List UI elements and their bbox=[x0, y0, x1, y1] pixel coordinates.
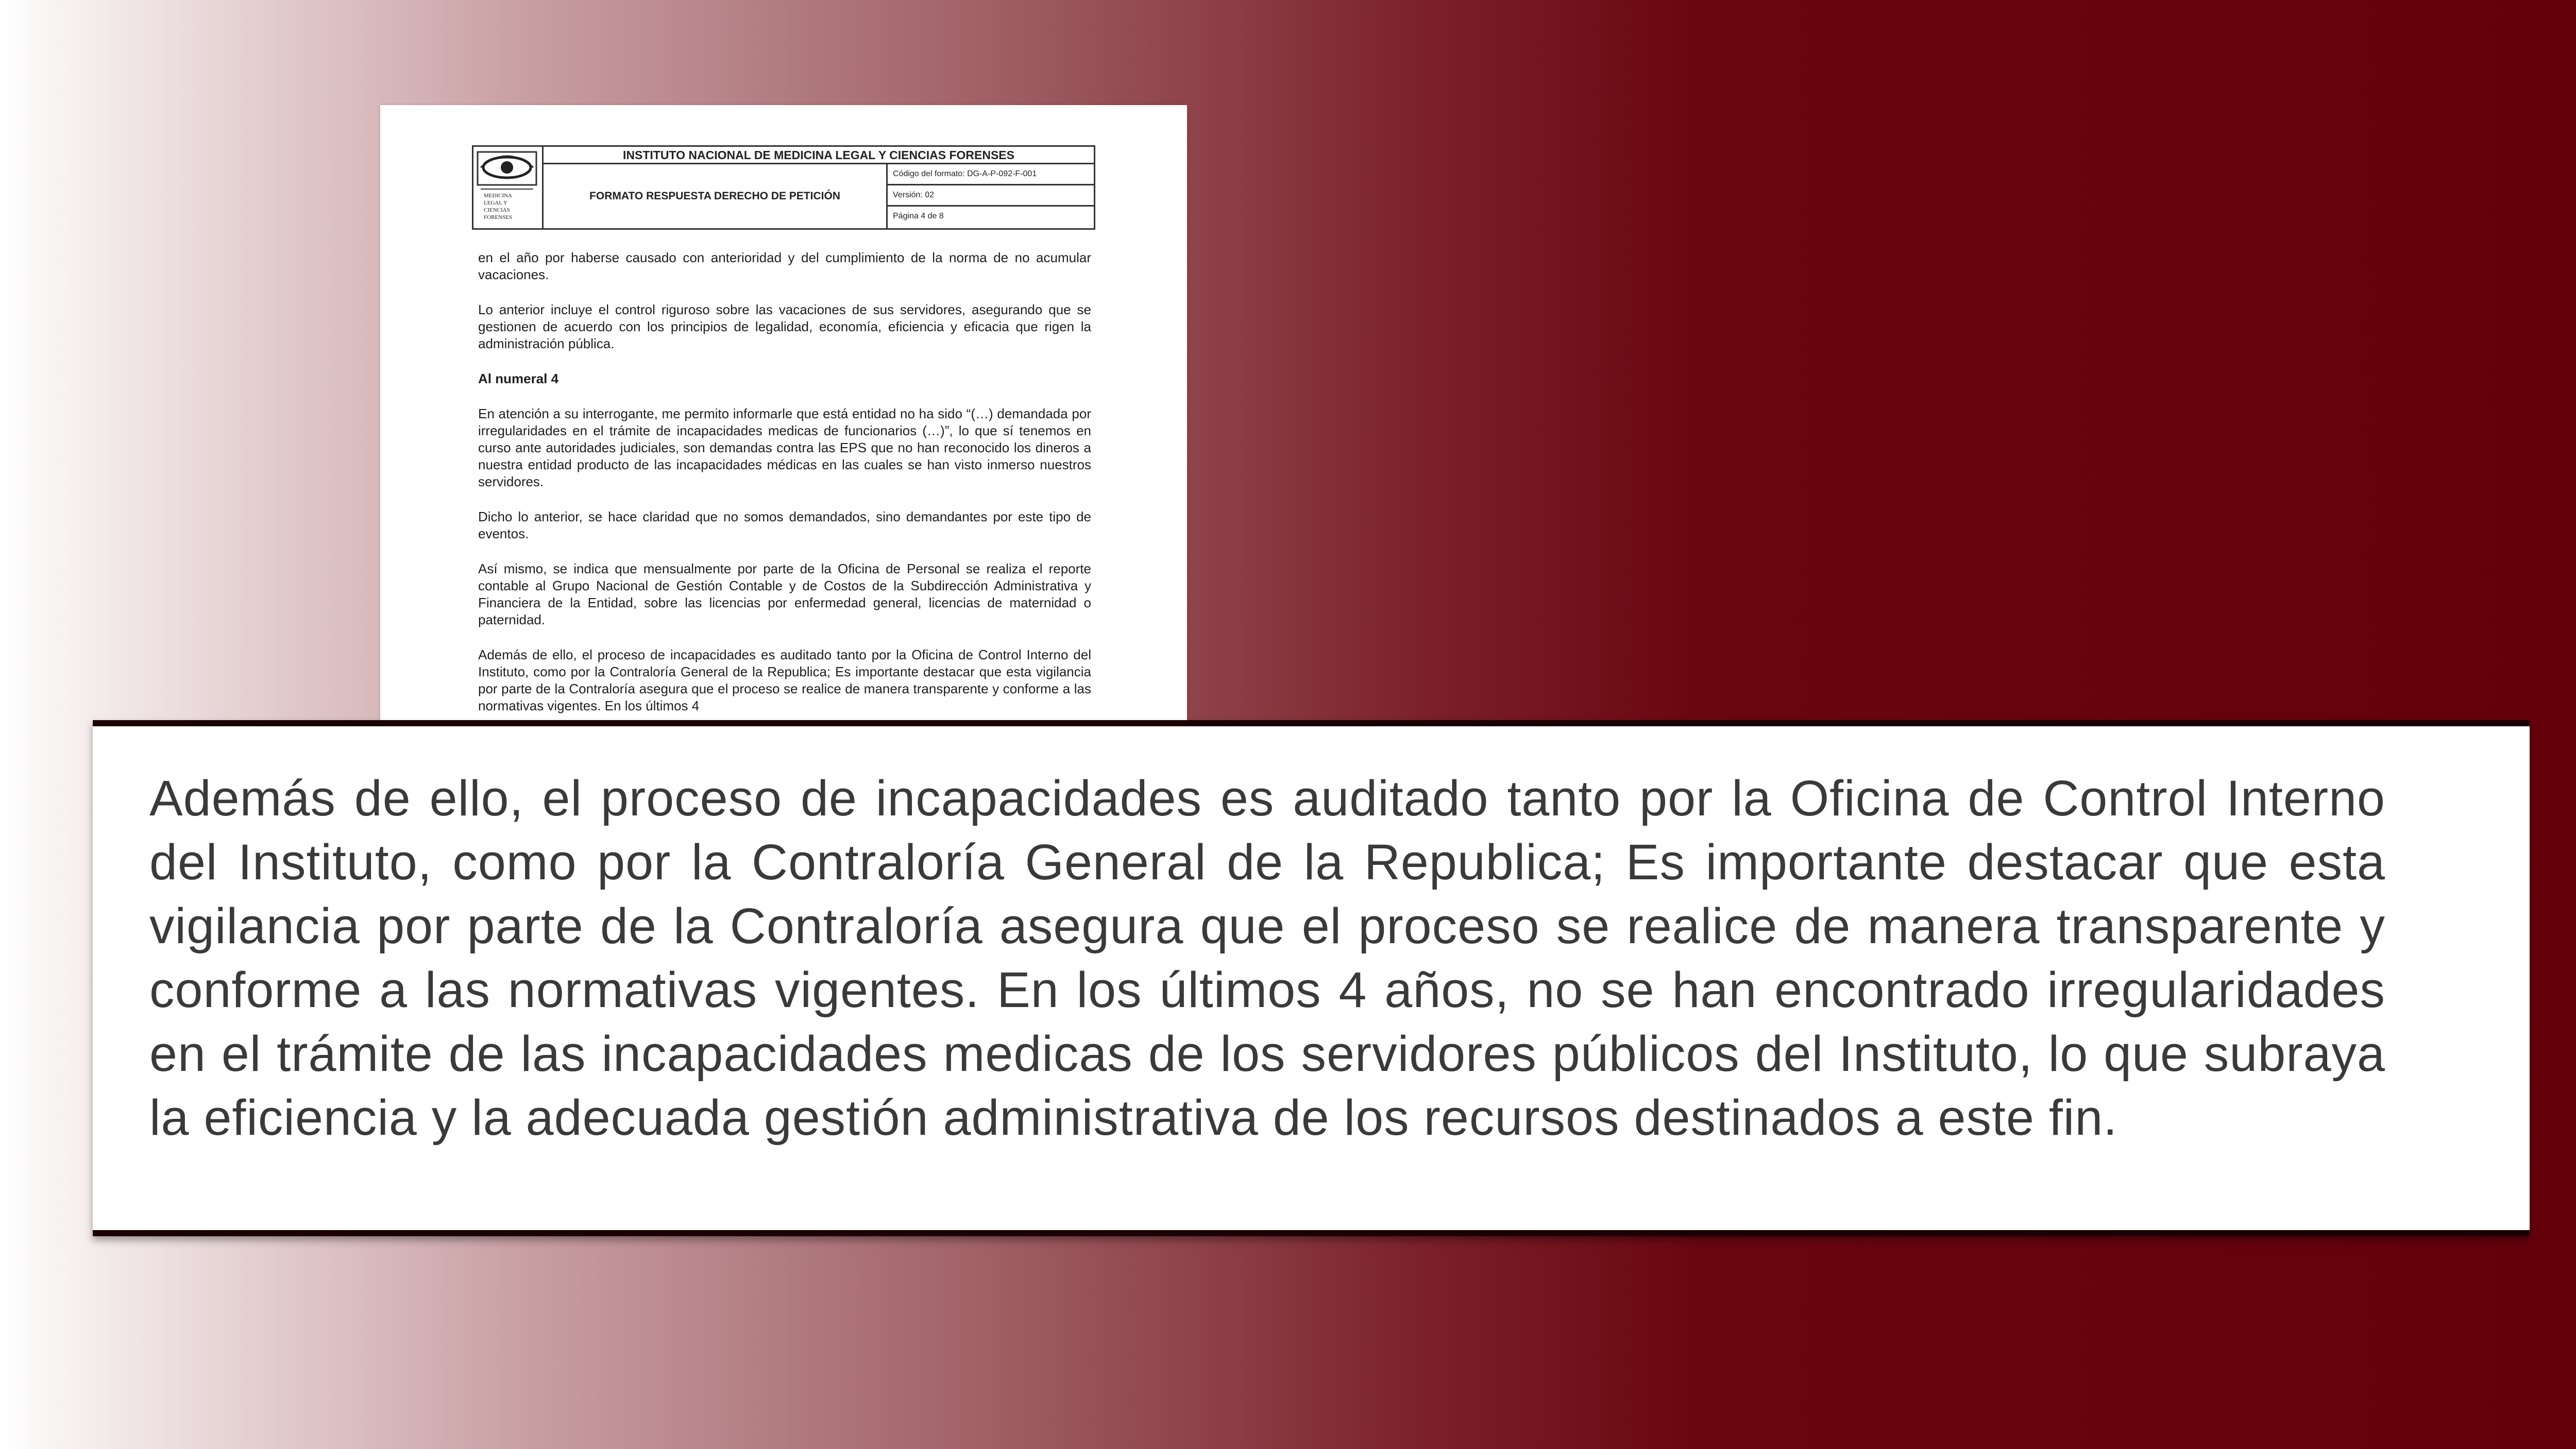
page-number: Página 4 de 8 bbox=[893, 212, 944, 220]
svg-text:LEGAL Y: LEGAL Y bbox=[484, 200, 507, 206]
format-code: Código del formato: DG-A-P-092-F-001 bbox=[888, 164, 1094, 185]
svg-text:MEDICINA: MEDICINA bbox=[484, 193, 512, 199]
version-label: Versión: 02 bbox=[888, 185, 1094, 207]
institute-logo bbox=[473, 147, 544, 228]
paragraph-control: Lo anterior incluye el control riguroso sobre las vacaciones de sus servidores, asegurando que se gestionen de acuerdo con los principios de legalidad, economía, eficiencia y eficacia que rigen la administración pública. bbox=[478, 302, 1091, 351]
paragraph-attention: En atención a su interrogante, me permito informarle que está entidad no ha sido “(…) demandada por irregularidades en el trámite de incapacidades medicas de funcionarios (…)”, lo que sí tenemos en curso ante autoridades judiciales, son demandas contra las EPS que no han reconocido los dineros a nuestra entidad producto de las incapacidades médicas en las cuales se han visto inmerso nuestros servidores. bbox=[478, 406, 1091, 489]
eye-seal-icon bbox=[473, 147, 540, 227]
paragraph-audit: Además de ello, el proceso de incapacidades es auditado tanto por la Oficina de Control Interno del Instituto, como por la Contraloría General de la Republica; Es importante destacar que esta vigilancia por parte de la Contraloría asegura que el proceso se realice de manera transparente y conforme a las normativas vigentes. En los últimos 4 bbox=[478, 647, 1091, 713]
paragraph-vacations-end: en el año por haberse causado con anterioridad y del cumplimiento de la norma de no acumular vacaciones. bbox=[478, 250, 1091, 282]
paragraph-monthly-report: Así mismo, se indica que mensualmente por parte de la Oficina de Personal se realiza el reporte contable al Grupo Nacional de Gestión Contable y de Costos de la Subdirección Administrativa y Financiera de la Entidad, sobre las licencias por enfermedad general, licencias de maternidad o paternidad. bbox=[478, 561, 1091, 627]
zoomed-excerpt-box bbox=[93, 720, 2530, 1236]
svg-text:CIENCIAS: CIENCIAS bbox=[484, 207, 510, 213]
section-heading: Al numeral 4 bbox=[478, 371, 559, 386]
document-page bbox=[380, 105, 1187, 723]
svg-text:FORENSES: FORENSES bbox=[484, 214, 513, 220]
institution-name: INSTITUTO NACIONAL DE MEDICINA LEGAL Y CIENCIAS FORENSES bbox=[544, 147, 1094, 164]
document-body bbox=[478, 249, 1091, 723]
paragraph-clarity: Dicho lo anterior, se hace claridad que no somos demandados, sino demandantes por este tipo de eventos. bbox=[478, 509, 1091, 541]
document-header-table bbox=[472, 145, 1095, 230]
zoomed-excerpt-text: Además de ello, el proceso de incapacidades es auditado tanto por la Oficina de Control Interno del Instituto, como por la Contraloría General de la Republica; Es importante destacar que esta vigilancia por parte de la Contraloría asegura que el proceso se realice de manera transparente y conforme a las normativas vigentes. En los últimos 4 años, no se han encontrado irregularidades en el trámite de las incapacidades medicas de los servidores públicos del Instituto, lo que subraya la eficiencia y la adecuada gestión administrativa de los recursos destinados a este fin. bbox=[149, 770, 2385, 1146]
form-title: FORMATO RESPUESTA DERECHO DE PETICIÓN bbox=[544, 164, 888, 228]
form-meta bbox=[888, 164, 1094, 228]
